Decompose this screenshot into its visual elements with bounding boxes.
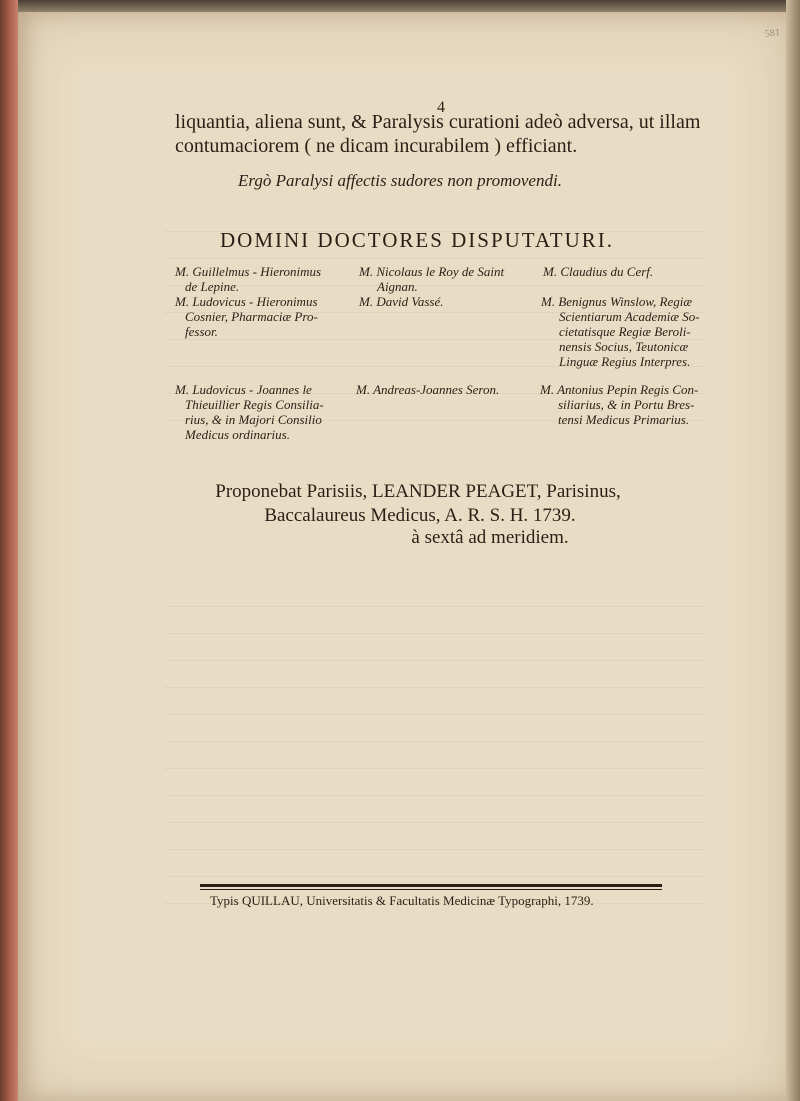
imprint-rule-thick xyxy=(200,884,662,887)
doctor-line: M. Ludovicus - Joannes le xyxy=(175,382,312,397)
doctor-entry xyxy=(359,294,539,309)
doctor-line: M. Nicolaus le Roy de Saint xyxy=(359,264,505,279)
doctors-heading: DOMINI DOCTORES DISPUTATURI. xyxy=(220,228,615,252)
doctor-line: Cosnier, Pharmaciæ Pro- xyxy=(185,309,318,324)
intro-line: contumaciorem ( ne dicam incurabilem ) efficiant. xyxy=(175,135,578,157)
doctor-line: Thieuillier Regis Consilia- xyxy=(185,397,324,412)
doctor-line: tensi Medicus Primarius. xyxy=(558,412,690,427)
doctor-line: rius, & in Majori Consilio xyxy=(185,412,322,427)
printer-imprint: Typis QUILLAU, Universitatis & Facultatis Medicinæ Typographi, 1739. xyxy=(210,893,594,908)
page-right-edge xyxy=(786,0,800,1101)
intro-paragraph xyxy=(175,110,735,158)
doctor-entry xyxy=(359,264,539,294)
book-binding xyxy=(0,0,18,1101)
proponebat-line: Proponebat Parisiis, LEANDER PEAGET, Parisinus, xyxy=(215,481,621,502)
doctor-line: Aignan. xyxy=(377,279,418,294)
doctor-line: M. David Vassé. xyxy=(359,294,444,309)
doctor-line: Linguæ Regius Interpres. xyxy=(559,354,691,369)
show-through-texture-lower xyxy=(165,580,705,910)
doctor-line: M. Andreas-Joannes Seron. xyxy=(356,382,500,397)
doctor-line: Scientiarum Academiæ So- xyxy=(559,309,700,324)
pencil-folio-note: 581 xyxy=(764,27,781,40)
doctor-line: M. Antonius Pepin Regis Con- xyxy=(540,382,699,397)
doctor-line: cietatisque Regiæ Beroli- xyxy=(559,324,691,339)
doctor-line: siliarius, & in Portu Bres- xyxy=(558,397,695,412)
doctor-entry xyxy=(175,382,355,442)
page-number: 4 xyxy=(437,99,445,116)
doctor-entry xyxy=(543,264,723,279)
doctor-line: nensis Socius, Teutonicæ xyxy=(559,339,689,354)
doctor-entry xyxy=(540,382,725,427)
conclusion-line: Ergò Paralysi affectis sudores non promovendi. xyxy=(238,171,562,190)
doctor-line: de Lepine. xyxy=(185,279,240,294)
proponebat-line: à sextâ ad meridiem. xyxy=(411,527,569,548)
proponebat-line: Baccalaureus Medicus, A. R. S. H. 1739. xyxy=(264,505,576,526)
intro-line: liquantia, aliena sunt, & Paralysis curationi adeò adversa, ut illam xyxy=(175,111,701,133)
doctor-line: M. Claudius du Cerf. xyxy=(543,264,654,279)
doctor-entry xyxy=(175,294,355,339)
doctor-line: fessor. xyxy=(185,324,218,339)
doctor-entry xyxy=(356,382,536,397)
doctor-line: M. Ludovicus - Hieronimus xyxy=(175,294,318,309)
doctor-line: Medicus ordinarius. xyxy=(185,427,290,442)
doctor-entry xyxy=(541,294,726,369)
doctor-entry xyxy=(175,264,355,294)
doctor-line: M. Benignus Winslow, Regiæ xyxy=(541,294,693,309)
imprint-rule-thin xyxy=(200,889,662,890)
doctor-line: M. Guillelmus - Hieronimus xyxy=(175,264,322,279)
